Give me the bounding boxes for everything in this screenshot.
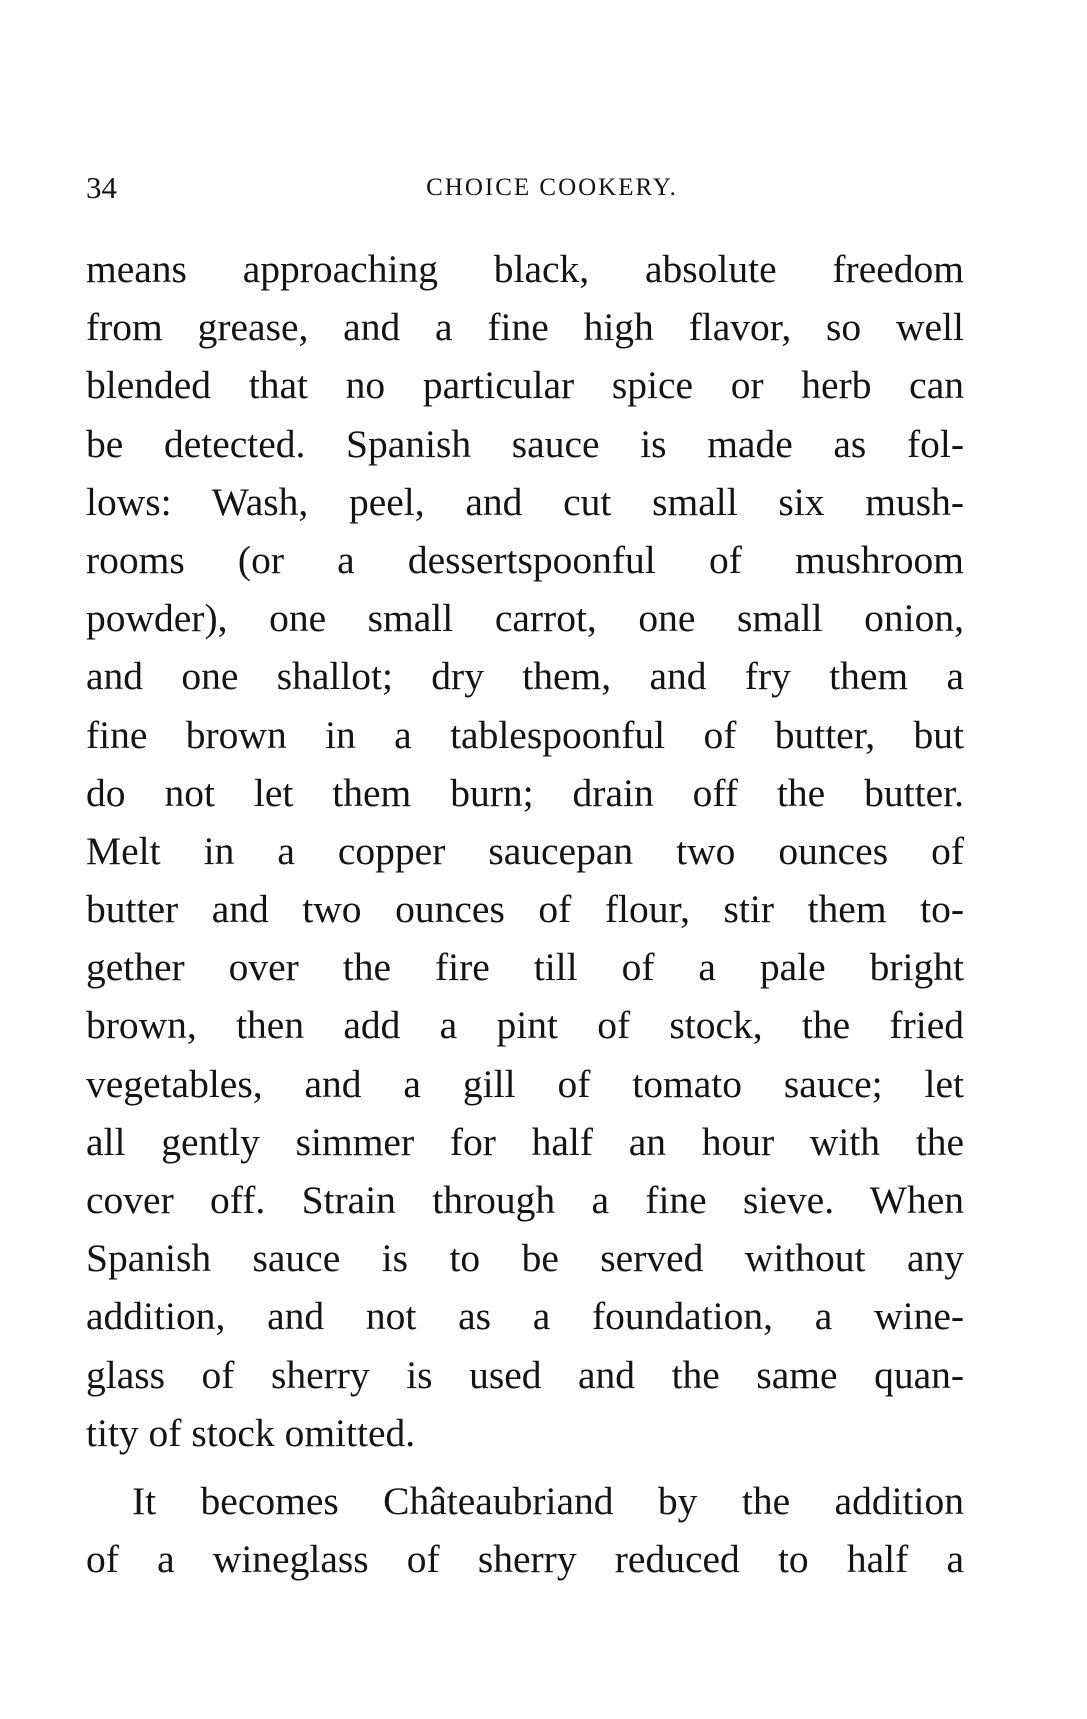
text-line: cover off. Strain through a fine sieve. When bbox=[86, 1178, 964, 1222]
body-text bbox=[86, 240, 964, 1588]
running-head: CHOICE COOKERY. bbox=[426, 174, 678, 201]
text-line: vegetables, and a gill of tomato sauce; let bbox=[86, 1061, 964, 1106]
paragraph-1 bbox=[86, 240, 964, 1462]
text-line: tity of stock omitted. bbox=[86, 1410, 416, 1455]
text-line: Melt in a copper saucepan two ounces of bbox=[86, 828, 964, 873]
text-line: means approaching black, absolute freedom bbox=[86, 247, 964, 291]
text-line: gether over the fire till of a pale bright bbox=[86, 945, 964, 990]
text-line: Spanish sauce is to be served without any bbox=[86, 1236, 964, 1281]
text-line: fine brown in a tablespoonful of butter, but bbox=[86, 712, 964, 757]
text-line: of a wineglass of sherry reduced to half a bbox=[86, 1537, 964, 1582]
paragraph-2 bbox=[86, 1472, 964, 1588]
text-line: butter and two ounces of flour, stir them to- bbox=[86, 887, 964, 932]
text-line: blended that no particular spice or herb can bbox=[86, 363, 964, 408]
text-line: do not let them burn; drain off the butter. bbox=[86, 770, 964, 815]
text-line: rooms (or a dessertspoonful of mushroom bbox=[86, 537, 964, 582]
page-number: 34 bbox=[86, 170, 117, 205]
text-line: It becomes Châteaubriand by the addition bbox=[132, 1478, 964, 1523]
text-line: be detected. Spanish sauce is made as fol- bbox=[86, 421, 964, 466]
text-line: from grease, and a fine high flavor, so well bbox=[86, 305, 964, 350]
text-line: all gently simmer for half an hour with the bbox=[86, 1119, 964, 1164]
text-line: brown, then add a pint of stock, the fried bbox=[86, 1003, 964, 1048]
text-line: glass of sherry is used and the same quan- bbox=[86, 1352, 964, 1397]
paragraph-gap bbox=[86, 1462, 964, 1472]
text-line: addition, and not as a foundation, a wine- bbox=[86, 1294, 964, 1339]
text-line: lows: Wash, peel, and cut small six mush- bbox=[86, 479, 964, 524]
page-header bbox=[86, 168, 964, 208]
text-line: and one shallot; dry them, and fry them a bbox=[86, 654, 964, 699]
text-line: powder), one small carrot, one small onion, bbox=[86, 596, 964, 641]
